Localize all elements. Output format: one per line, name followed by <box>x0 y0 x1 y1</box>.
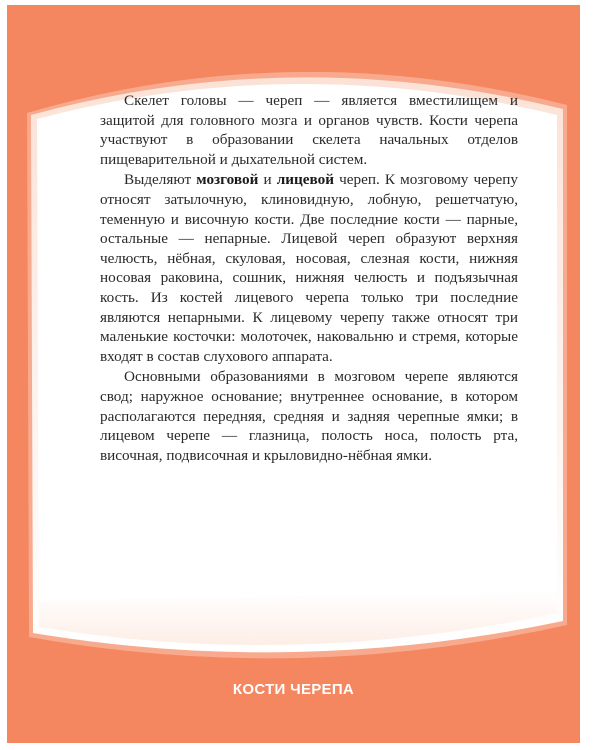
paragraph-3: Основными образованиями в мозговом черепе являются свод; наружное основание; внутреннее основание, в котором располагаются передняя, средняя и задняя черепные ямки; в лицевом черепе — глазница, полость носа, полость рта, височная, подвисочная и крыловидно-нёбная ямки. <box>100 368 518 464</box>
paragraph-2-conj: и <box>258 171 277 189</box>
paragraph-2-rest: череп. К мозговому черепу относят затылочную, клиновидную, лобную, решетчатую, теменную и височную кости. Две последние кости — парные, остальные — непарные. Лицевой череп образуют верхняя челюсть, нёбная, скуловая, носовая, слезная кости, нижняя носовая раковина, сошник, нижняя челюсть и подъязычная кость. Из костей лицевого черепа только три последние являются непарными. К лицевому черепу также относят три маленькие косточки: молоточек, наковальню и стремя, которые входят в состав слухового аппарата. <box>100 171 518 365</box>
paragraph-2-lead: Выделяют <box>124 171 197 189</box>
section-footer-title: КОСТИ ЧЕРЕПА <box>232 681 355 698</box>
paragraph-2 <box>100 170 518 366</box>
body-text <box>100 91 518 465</box>
paragraph-1: Скелет головы — череп — является вместилищем и защитой для головного мозга и органов чувств. Кости черепа участвуют в образовании скелета начальных отделов пищеварительной и дыхательной систем. <box>100 92 518 168</box>
term-facial: лицевой <box>276 171 334 189</box>
page-frame <box>7 5 580 743</box>
term-cranial: мозговой <box>196 171 259 189</box>
